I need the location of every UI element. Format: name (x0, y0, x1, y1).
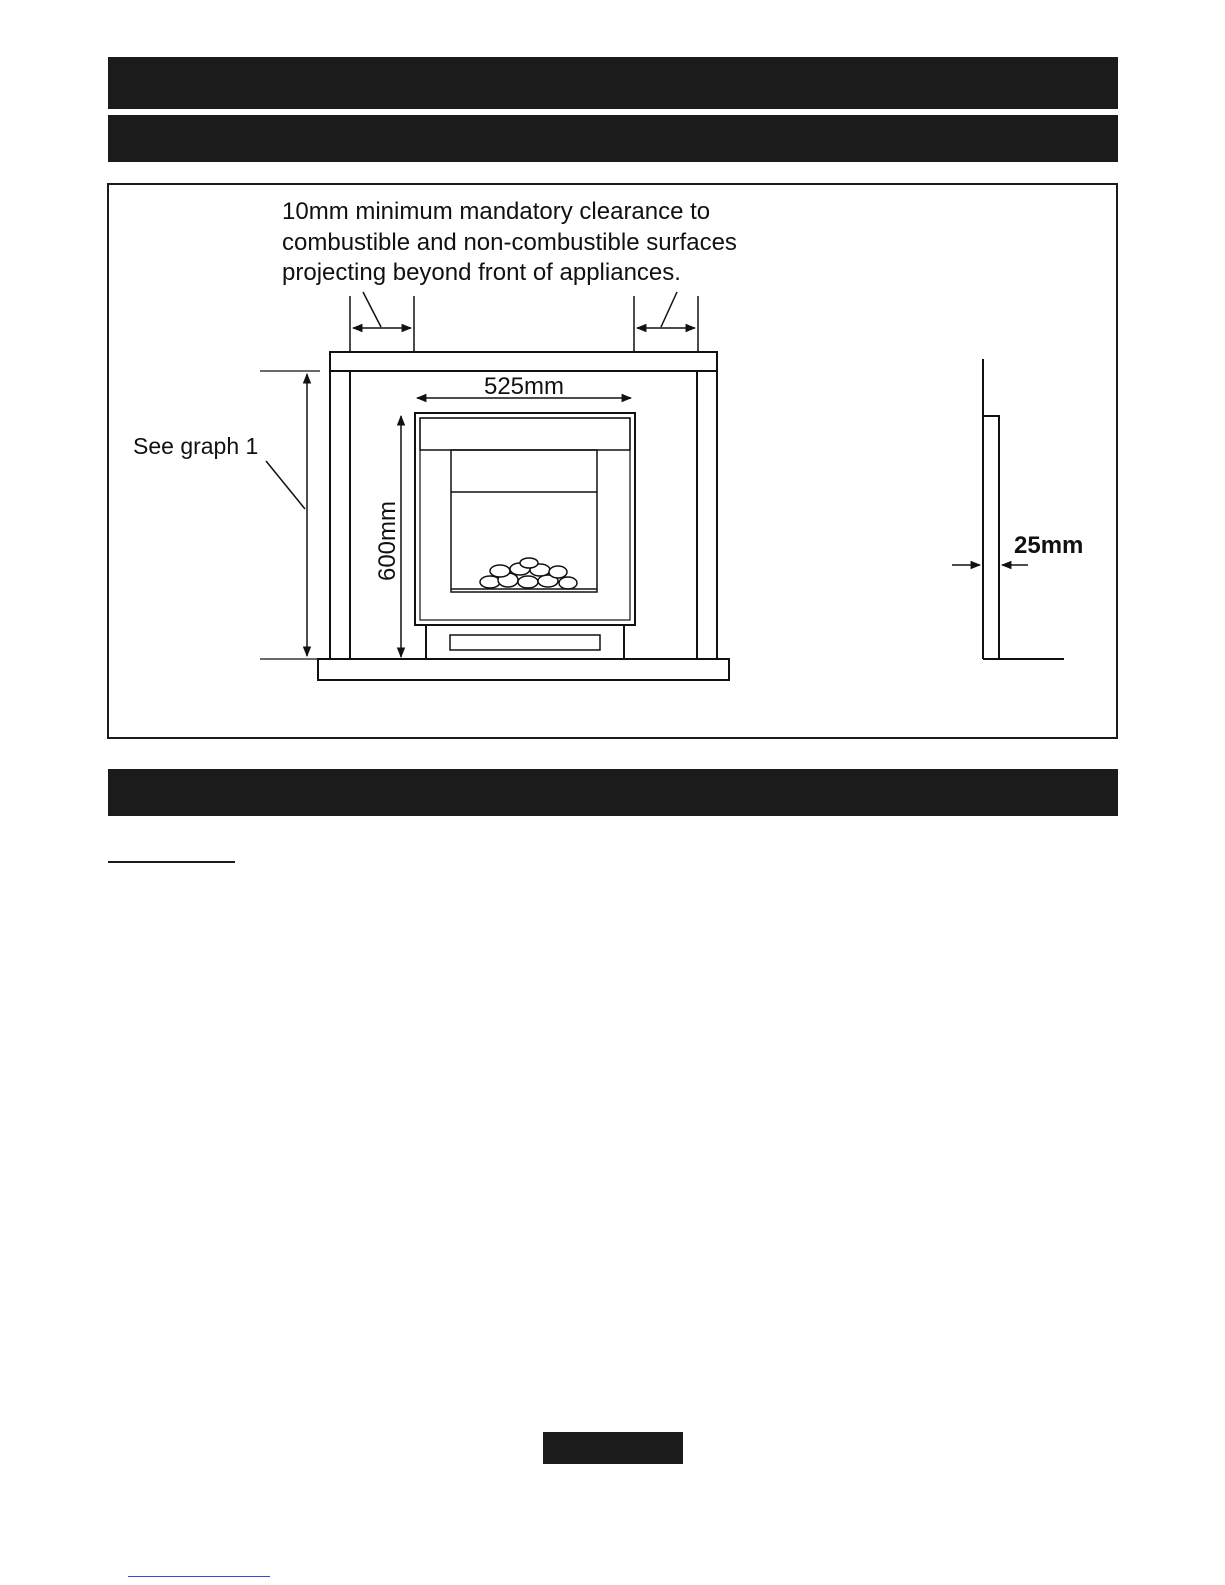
side-profile (983, 359, 1064, 659)
installation-diagram-frame (107, 183, 1118, 739)
header-bar (108, 57, 1118, 109)
electric-fire (415, 413, 635, 659)
graph-reference-leader (266, 461, 305, 509)
clearance-note-line3: projecting beyond front of appliances. (282, 259, 681, 286)
clearance-leader-right (661, 292, 677, 327)
depth-label: 25mm (1014, 532, 1084, 559)
section-heading-underline (108, 861, 235, 863)
clearance-note-line1: 10mm minimum mandatory clearance to (282, 198, 711, 225)
fireplace-clearance-diagram (109, 185, 1116, 737)
page-number-box (543, 1432, 683, 1464)
fuel-bed-pebbles (451, 558, 597, 589)
section-bar (108, 769, 1118, 816)
graph-reference-label: See graph 1 (133, 433, 259, 459)
subheader-bar (108, 115, 1118, 162)
clearance-leader-left (363, 292, 381, 327)
width-label: 525mm (483, 373, 565, 400)
footer-link-underline (128, 1576, 270, 1577)
height-label: 600mm (374, 500, 401, 582)
clearance-note-line2: combustible and non-combustible surfaces (282, 229, 737, 256)
